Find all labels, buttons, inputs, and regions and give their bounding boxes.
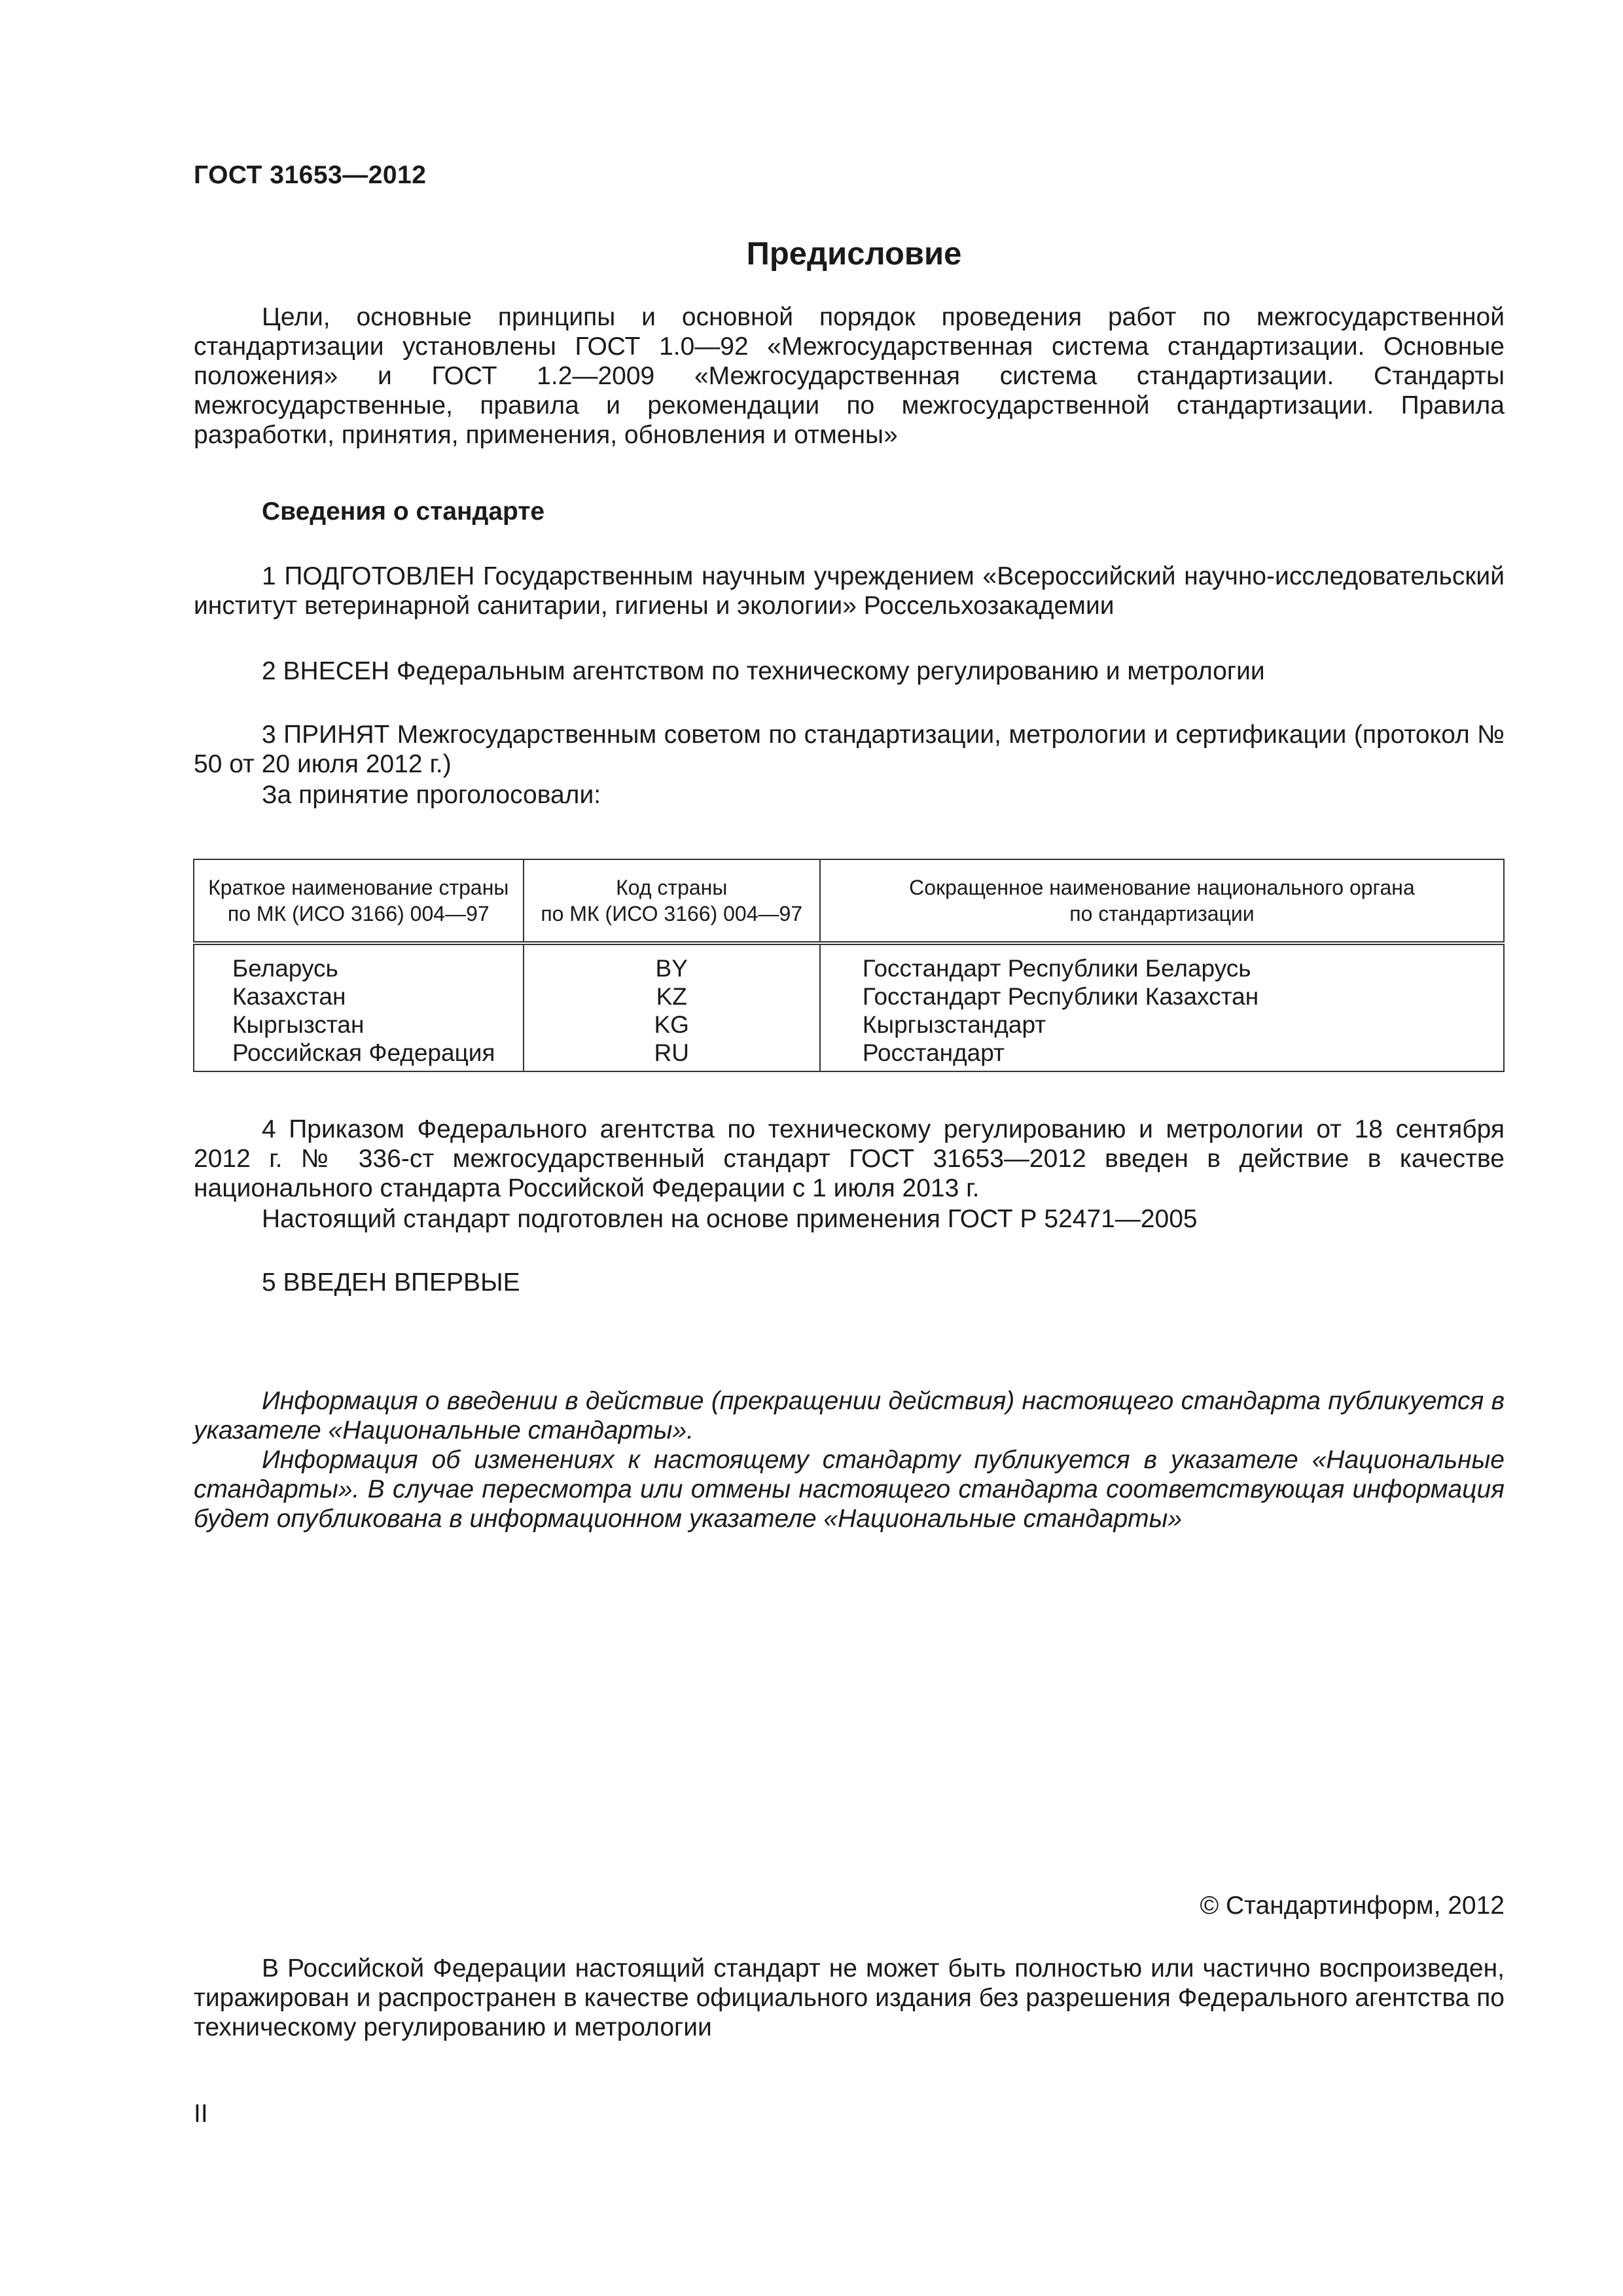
table-header-row — [194, 859, 1504, 943]
item-1-prepared: 1 ПОДГОТОВЛЕН Государственным научным учреждением «Всероссийский научно-исследовательский институт ветеринарной санитарии, гигиены и экологии» Россельхозакадемии — [194, 562, 1505, 620]
standard-info-heading: Сведения о стандарте — [262, 497, 545, 526]
country-column — [194, 943, 524, 1071]
country-code: KZ — [656, 983, 687, 1010]
header-code-line1: Код страны — [616, 876, 728, 899]
code-column — [524, 943, 820, 1071]
header-country — [194, 859, 524, 943]
page-number: II — [194, 2100, 208, 2128]
item-4-basis: Настоящий стандарт подготовлен на основе применения ГОСТ Р 52471—2005 — [262, 1205, 1198, 1233]
info-publication-notice: Информация о введении в действие (прекращении действия) настоящего стандарта публикуется в указателе «Национальные стандарты». — [194, 1387, 1505, 1444]
item-3-adopted: 3 ПРИНЯТ Межгосударственным советом по стандартизации, метрологии и сертификации (протокол № 50 от 20 июля 2012 г.) — [194, 721, 1505, 778]
country-name: Беларусь — [232, 955, 338, 982]
agency-column — [820, 943, 1504, 1071]
header-agency-line1: Сокращенное наименование национального органа — [909, 876, 1415, 899]
header-country-line1: Краткое наименование страны — [208, 876, 509, 899]
document-code: ГОСТ 31653—2012 — [194, 161, 427, 189]
item-4-order: 4 Приказом Федерального агентства по техническому регулированию и метрологии от 18 сентября 2012 г. № 336-ст межгосударственный стандарт ГОСТ 31653—2012 введен в действие в качестве национального стандарта Российской Федерации с 1 июля 2013 г. — [194, 1115, 1505, 1202]
agency-name: Госстандарт Республики Казахстан — [862, 983, 1259, 1010]
country-code: BY — [655, 955, 688, 982]
country-code: KG — [654, 1011, 689, 1038]
country-name: Казахстан — [232, 983, 346, 1010]
agency-name: Кыргызстандарт — [862, 1011, 1046, 1038]
page-title: Предисловие — [746, 236, 962, 272]
table-body-row — [194, 943, 1504, 1071]
header-agency-line2: по стандартизации — [1069, 902, 1255, 925]
info-changes-notice: Информация об изменениях к настоящему стандарту публикуется в указателе «Национальные стандарты». В случае пересмотра или отмены настоящего стандарта соответствующая информация будет опубликована в информационном указателе «Национальные стандарты» — [194, 1446, 1505, 1533]
item-5-introduced: 5 ВВЕДЕН ВПЕРВЫЕ — [262, 1268, 520, 1297]
vote-caption: За принятие проголосовали: — [262, 781, 601, 809]
header-code-line2: по МК (ИСО 3166) 004—97 — [541, 902, 803, 925]
item-2-submitted: 2 ВНЕСЕН Федеральным агентством по техническому регулированию и метрологии — [262, 657, 1265, 685]
header-code — [524, 859, 820, 943]
copyright-notice: © Стандартинформ, 2012 — [1200, 1892, 1505, 1920]
header-agency — [820, 859, 1504, 943]
intro-paragraph: Цели, основные принципы и основной порядок проведения работ по межгосударственной стандартизации установлены ГОСТ 1.0—92 «Межгосударственная система стандартизации. Основные положения» и ГОСТ 1.2—2009 «Межгосударственная система стандартизации. Стандарты межгосударственные, правила и рекомендации по межгосударственной стандартизации. Правила разработки, принятия, применения, обновления и отмены» — [194, 303, 1505, 449]
country-name: Кыргызстан — [232, 1011, 365, 1038]
country-name: Российская Федерация — [232, 1039, 495, 1066]
countries-table — [193, 859, 1505, 1072]
country-code: RU — [654, 1039, 689, 1066]
reproduction-notice: В Российской Федерации настоящий стандарт не может быть полностью или частично воспроизведен, тиражирован и распространен в качестве официального издания без разрешения Федерального агентства по техническому регулированию и метрологии — [194, 1954, 1505, 2041]
agency-name: Госстандарт Республики Беларусь — [862, 955, 1251, 982]
header-country-line2: по МК (ИСО 3166) 004—97 — [227, 902, 490, 925]
agency-name: Росстандарт — [862, 1039, 1005, 1066]
